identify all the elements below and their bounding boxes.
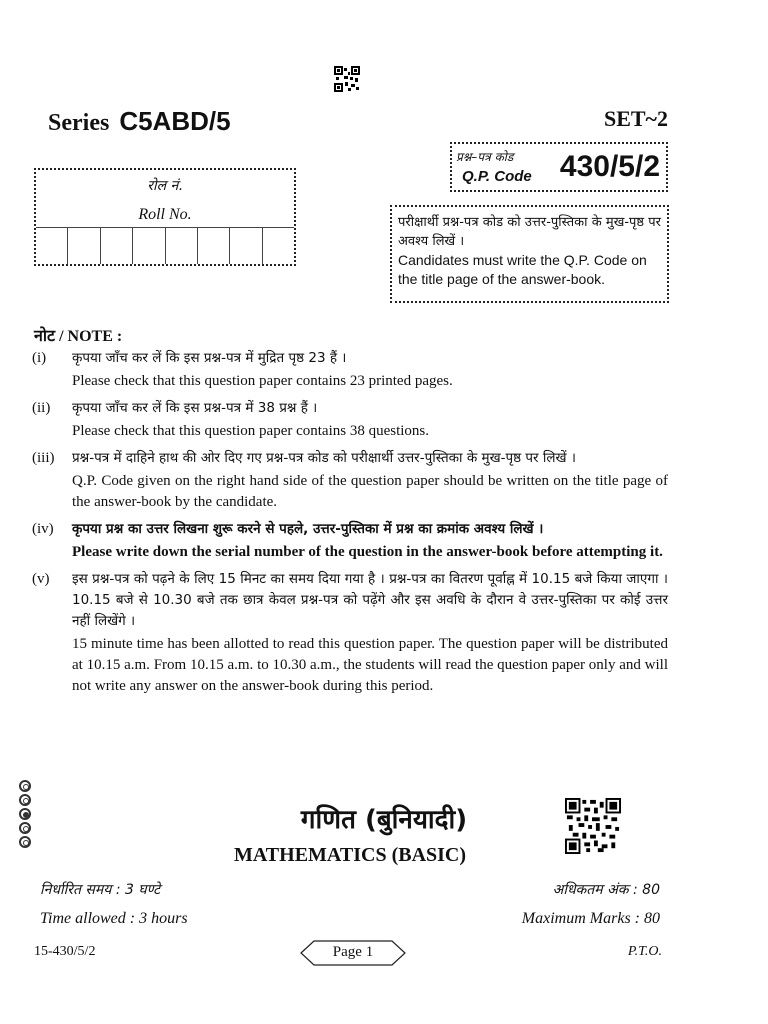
roll-cell[interactable] (133, 228, 165, 264)
note-number: (iv) (32, 521, 54, 537)
list-item (32, 519, 668, 565)
qp-code-value: 430/5/2 (559, 150, 660, 183)
note-english: Q.P. Code given on the right hand side of the question paper should be written on the title page of the answer-book by the candidate. (72, 473, 668, 510)
qp-code-box (450, 142, 668, 192)
list-item (32, 569, 668, 699)
qp-code-instruction-box (390, 205, 669, 303)
note-hindi: कृपया जाँच कर लें कि इस प्रश्न-पत्र में 38 प्रश्न हैं । (72, 400, 318, 416)
instruction-english: Candidates must write the Q.P. Code on the title page of the answer-book. (398, 252, 647, 287)
note-number: (v) (32, 571, 50, 587)
roll-label-english: Roll No. (138, 206, 192, 223)
time-allowed-english: Time allowed : 3 hours (40, 910, 188, 927)
roll-cell[interactable] (36, 228, 68, 264)
ring-icon (19, 780, 31, 792)
pto-label: P.T.O. (627, 944, 662, 959)
roll-label-hindi: रोल नं. (147, 178, 183, 194)
subject-title-hindi: गणित (बुनियादी) (300, 805, 468, 835)
roll-cell[interactable] (68, 228, 100, 264)
roll-cell[interactable] (263, 228, 294, 264)
series-code: C5ABD/5 (119, 106, 231, 136)
maximum-marks-hindi: अधिकतम अंक : 80 (552, 882, 660, 898)
note-title: नोट / NOTE : (34, 328, 123, 345)
qr-code-icon (565, 798, 621, 854)
note-english: Please check that this question paper contains 23 printed pages. (72, 373, 453, 389)
roll-cell[interactable] (166, 228, 198, 264)
series-label: Series (48, 110, 110, 136)
note-english: Please check that this question paper contains 38 questions. (72, 423, 430, 439)
list-item (32, 448, 668, 515)
note-number: (ii) (32, 400, 51, 416)
notes-list (32, 348, 668, 703)
qr-code-small-icon (334, 66, 360, 92)
roll-cell[interactable] (230, 228, 262, 264)
note-number: (i) (32, 350, 47, 366)
list-item (32, 348, 668, 394)
qp-code-label-hindi: प्रश्न–पत्र कोड (456, 150, 514, 164)
note-english: Please write down the serial number of the question in the answer-book before attempting it. (72, 544, 663, 560)
series-heading (48, 106, 231, 137)
note-number: (iii) (32, 450, 55, 466)
roll-cell[interactable] (101, 228, 133, 264)
page-number-tag (300, 940, 406, 966)
footer-paper-code: 15-430/5/2 (34, 944, 96, 959)
subject-title-english: MATHEMATICS (BASIC) (233, 844, 467, 866)
qp-code-label-english: Q.P. Code (462, 168, 532, 185)
list-item (32, 398, 668, 444)
instruction-hindi: परीक्षार्थी प्रश्न-पत्र कोड को उत्तर-पुस्तिका के मुख-पृष्ठ पर अवश्य लिखें । (398, 215, 661, 249)
note-hindi: कृपया जाँच कर लें कि इस प्रश्न-पत्र में मुद्रित पृष्ठ 23 हैं । (72, 350, 347, 366)
time-allowed-hindi: निर्धारित समय : 3 घण्टे (40, 882, 161, 898)
roll-cell[interactable] (198, 228, 230, 264)
maximum-marks-english: Maximum Marks : 80 (521, 910, 660, 927)
page-number: Page 1 (332, 944, 374, 960)
roll-number-cells[interactable] (36, 227, 294, 264)
note-hindi: कृपया प्रश्न का उत्तर लिखना शुरू करने से पहले, उत्तर-पुस्तिका में प्रश्न का क्रमांक अवश्य लिखें । (72, 521, 544, 537)
note-hindi: इस प्रश्न-पत्र को पढ़ने के लिए 15 मिनट का समय दिया गया है । प्रश्न-पत्र का वितरण पूर्वाह्न में 10.15 बजे किया जाएगा । 10.15 बजे से 10.30 बजे तक छात्र केवल प्रश्न-पत्र को पढ़ेंगे और इस अवधि के दौरान वे उत्तर-पुस्तिका पर कोई उत्तर नहीं लिखेंगे । (72, 571, 668, 629)
note-hindi: प्रश्न-पत्र में दाहिने हाथ की ओर दिए गए प्रश्न-पत्र कोड को परीक्षार्थी उत्तर-पुस्तिका के मुख-पृष्ठ पर लिखें । (72, 450, 576, 466)
note-english: 15 minute time has been allotted to read this question paper. The question paper will be distributed at 10.15 a.m. From 10.15 a.m. to 10.30 a.m., the students will read the question paper only and will not write any answer on the answer-book during this period. (72, 636, 668, 694)
set-label: SET~2 (603, 106, 668, 131)
roll-number-box (34, 168, 296, 266)
